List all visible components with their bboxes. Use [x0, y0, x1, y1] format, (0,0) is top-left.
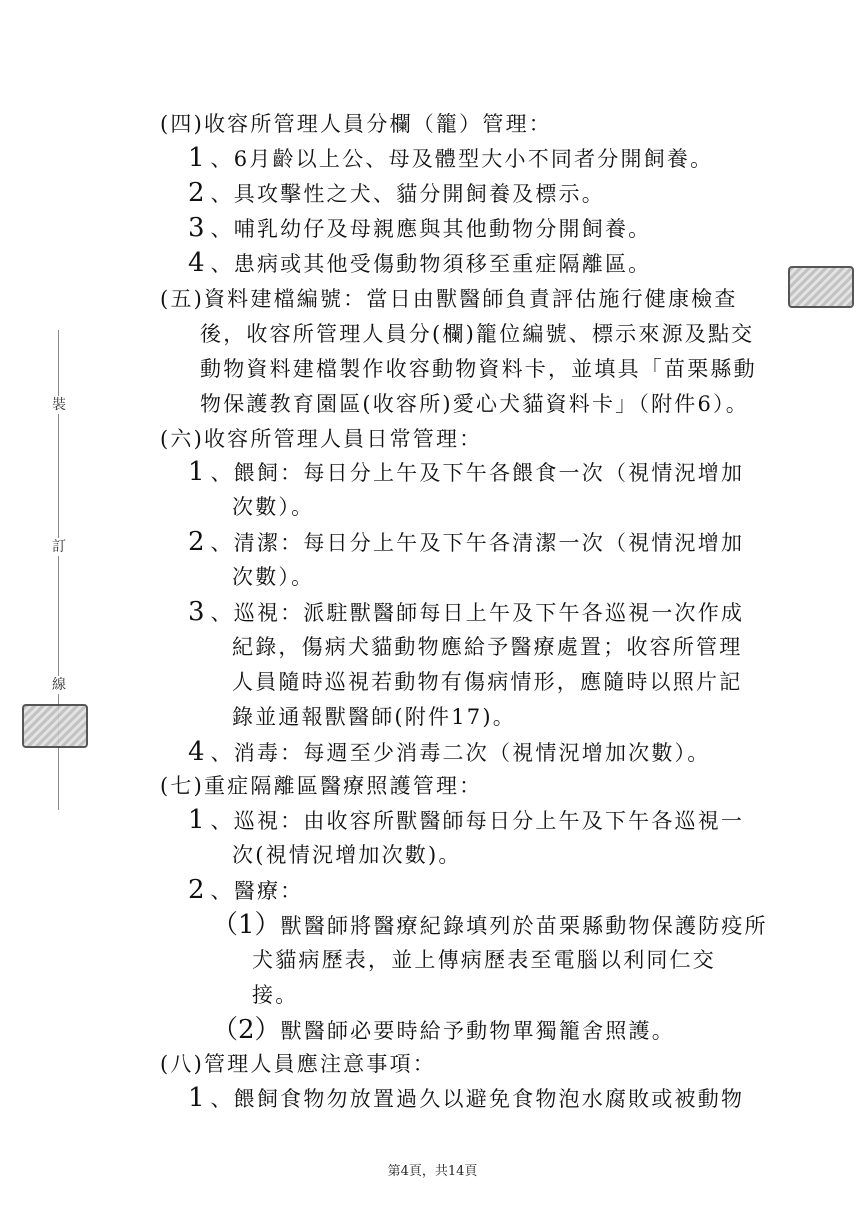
section-4-heading: (四)收容所管理人員分欄（籠）管理： [160, 112, 552, 136]
s6-item-3: 3、巡視：派駐獸醫師每日上午及下午各巡視一次作成 [188, 597, 745, 627]
s6-item-2: 2、清潔：每日分上午及下午各清潔一次（視情況增加 [188, 527, 745, 557]
s7-sub-1-cont-1: 犬貓病歷表，並上傳病歷表至電腦以利同仁交 [252, 948, 716, 972]
section-5-line-2: 後，收容所管理人員分(欄)籠位編號、標示來源及點交 [200, 322, 755, 346]
s8-item-1: 1、餵飼食物勿放置過久以避免食物泡水腐敗或被動物 [188, 1083, 745, 1113]
section-6-heading: (六)收容所管理人員日常管理： [160, 427, 483, 451]
seal-stamp-right [788, 266, 854, 308]
s7-item-2: 2、醫療： [188, 875, 304, 905]
binding-mark-xian: 線 [48, 676, 70, 694]
s6-item-3-cont-3: 錄並通報獸醫師(附件17)。 [232, 705, 516, 729]
s4-item-3: 3、哺乳幼仔及母親應與其他動物分開飼養。 [188, 213, 652, 243]
s7-item-1: 1、巡視：由收容所獸醫師每日分上午及下午各巡視一 [188, 805, 745, 835]
s6-item-2-cont: 次數）。 [232, 565, 315, 589]
s7-sub-1: （1）獸醫師將醫療紀錄填列於苗栗縣動物保護防疫所 [212, 910, 768, 940]
s4-item-2: 2、具攻擊性之犬、貓分開飼養及標示。 [188, 178, 605, 208]
section-8-heading: (八)管理人員應注意事項： [160, 1052, 436, 1076]
page-footer: 第4頁，共14頁 [387, 1164, 478, 1179]
section-7-heading: (七)重症隔離區醫療照護管理： [160, 774, 483, 798]
s6-item-3-cont-2: 人員隨時巡視若動物有傷病情形，應隨時以照片記 [232, 670, 743, 694]
binding-mark-ding: 訂 [48, 538, 70, 556]
section-5-line-3: 動物資料建檔製作收容動物資料卡，並填具「苗栗縣動 [200, 357, 757, 381]
s4-item-4: 4、患病或其他受傷動物須移至重症隔離區。 [188, 248, 652, 278]
s6-item-1: 1、餵飼：每日分上午及下午各餵食一次（視情況增加 [188, 457, 745, 487]
binding-mark-zhuang: 裝 [48, 396, 70, 414]
s7-item-1-cont: 次(視情況增加次數)。 [232, 843, 462, 867]
s6-item-3-cont-1: 紀錄，傷病犬貓動物應給予醫療處置；收容所管理 [232, 635, 743, 659]
seal-stamp-left [22, 704, 88, 748]
section-5-line-4: 物保護教育園區(收容所)愛心犬貓資料卡」（附件6）。 [200, 392, 749, 416]
s6-item-4: 4、消毒：每週至少消毒二次（視情況增加次數）。 [188, 737, 711, 767]
section-5-line-1: (五)資料建檔編號：當日由獸醫師負責評估施行健康檢查 [160, 287, 738, 311]
s7-sub-2: （2）獸醫師必要時給予動物單獨籠舍照護。 [212, 1015, 675, 1045]
s4-item-1: 1、6月齡以上公、母及體型大小不同者分開飼養。 [188, 143, 714, 173]
s6-item-1-cont: 次數）。 [232, 495, 315, 519]
s7-sub-1-cont-2: 接。 [252, 983, 299, 1007]
